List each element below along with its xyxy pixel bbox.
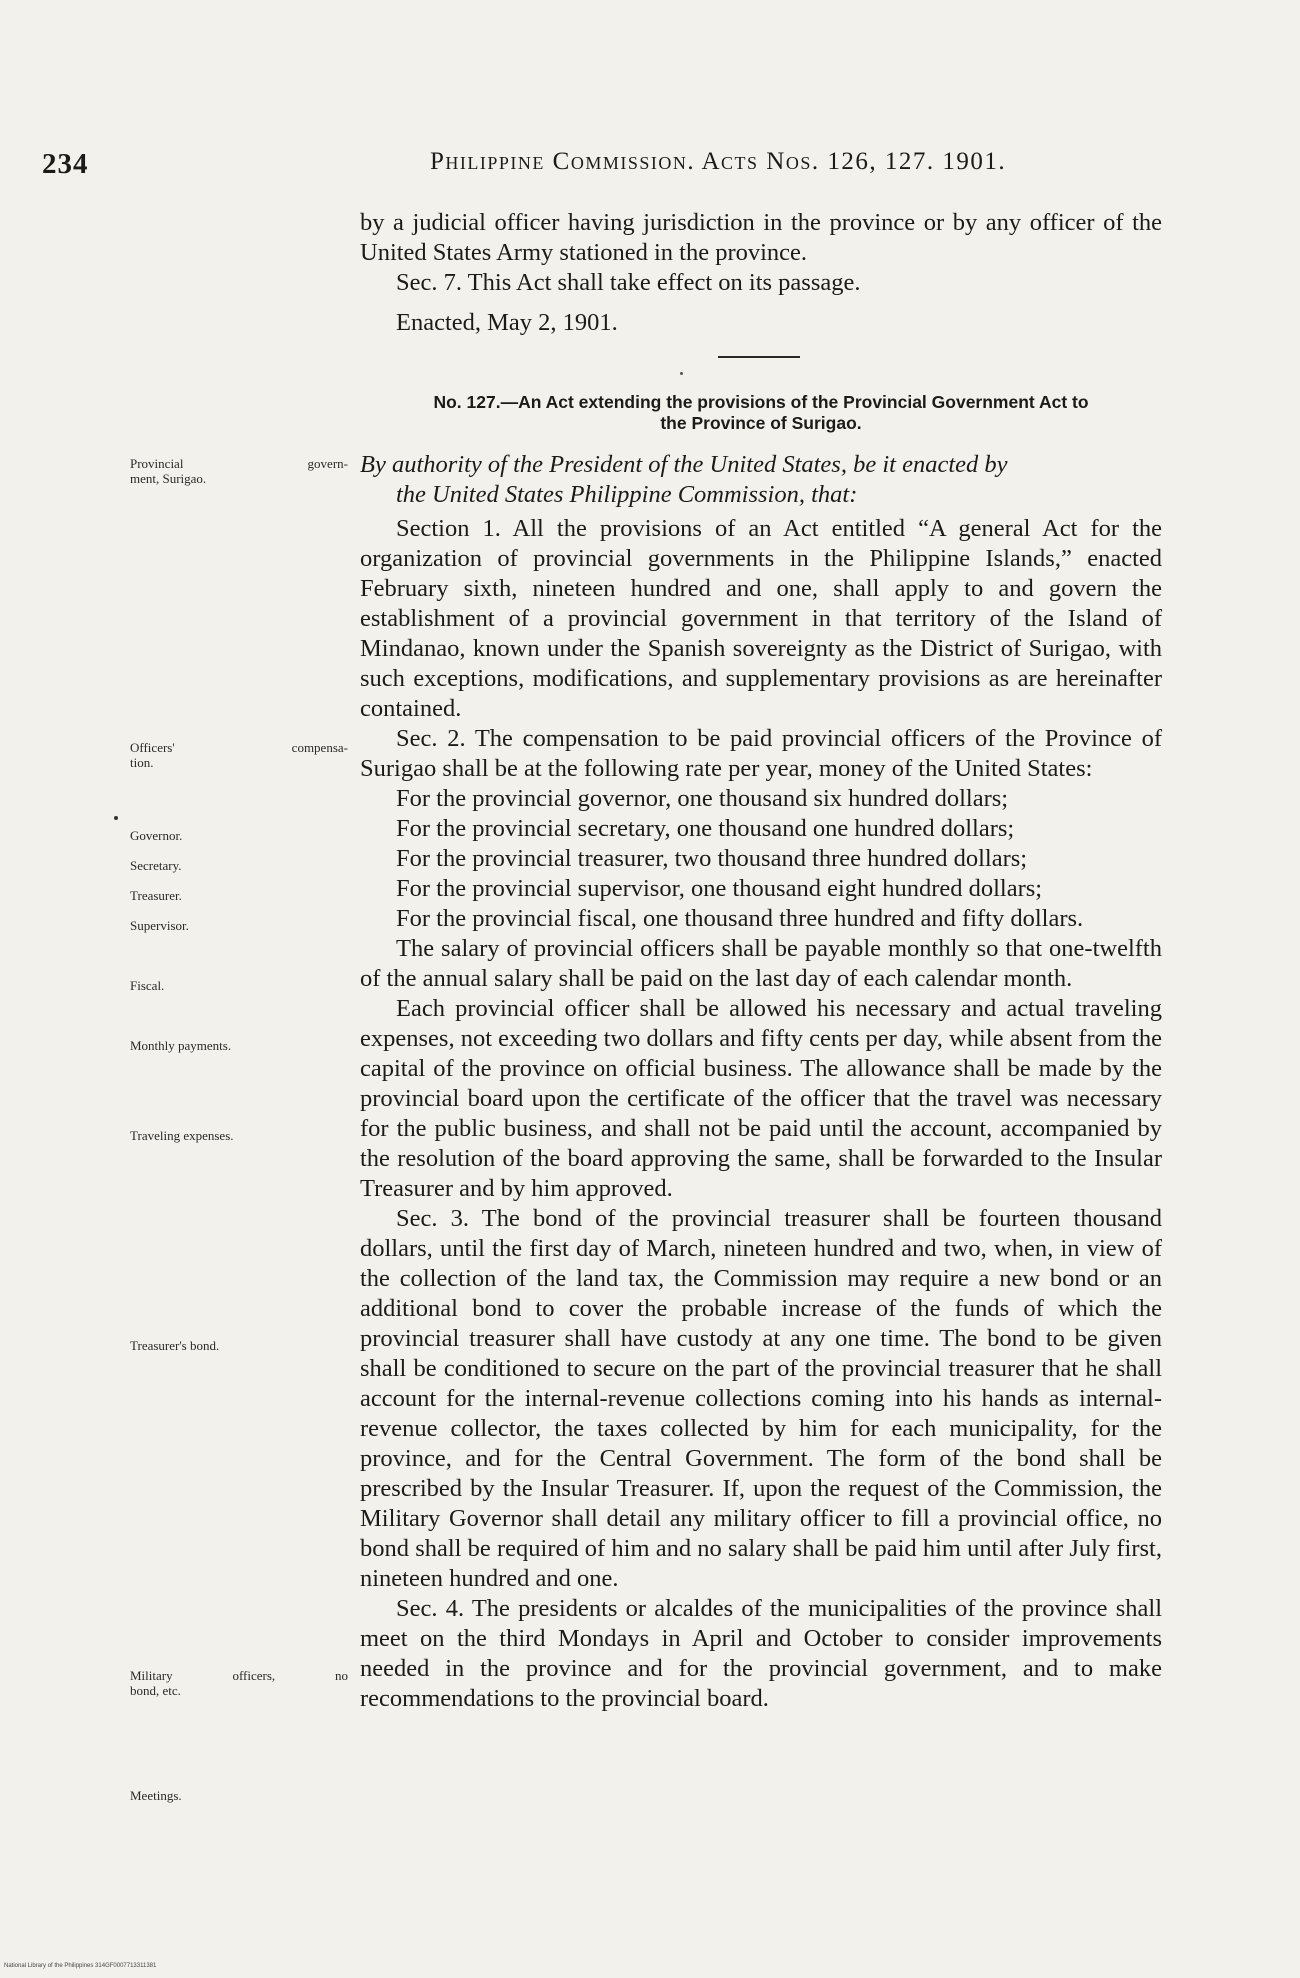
margin-note-provincial-government xyxy=(130,456,348,486)
print-speck xyxy=(680,372,683,375)
previous-act-ending xyxy=(360,208,1162,298)
traveling-expenses-paragraph: Each provincial officer shall be allowed his necessary and actual traveling expenses, not exceeding two dollars and fifty cents per day, while absent from the capital of the province on official business. The allowance shall be made by the provincial board upon the certificate of the officer that the travel was necessary for the public business, and shall not be paid until the account, accompanied by the resolution of the board approving the same, shall be forwarded to the Insular Treasurer and by him approved. xyxy=(360,995,1162,1202)
act-body xyxy=(360,514,1162,1714)
margin-note-line: Officers' compensa- xyxy=(130,740,348,755)
act-title-line-2: the Province of Surigao. xyxy=(660,413,862,433)
margin-note-monthly-payments: Monthly payments. xyxy=(130,1038,232,1053)
section-4: Sec. 4. The presidents or alcaldes of the municipalities of the province shall meet on the third Mondays in April and October to consider improvements needed in the province and for the provincial government, and to make recommendations to the provincial board. xyxy=(360,1595,1162,1712)
section-2: Sec. 2. The compensation to be paid provincial officers of the Province of Surigao shall be at the following rate per year, money of the United States: xyxy=(360,725,1162,782)
margin-note-secretary: Secretary. xyxy=(130,858,182,873)
continuation-paragraph: by a judicial officer having jurisdiction in the province or by any officer of the United States Army stationed in the province. xyxy=(360,209,1162,266)
margin-note-meetings: Meetings. xyxy=(130,1788,182,1803)
margin-note-line: bond, etc. xyxy=(130,1683,181,1698)
margin-note-traveling-expenses: Traveling expenses. xyxy=(130,1128,234,1143)
margin-note-governor: Governor. xyxy=(130,828,183,843)
section-1: Section 1. All the provisions of an Act entitled “A general Act for the organization of provincial governments in the Philippine Islands,” enacted February sixth, nineteen hundred and one, shall apply to and govern the establishment of a provincial government in that territory of the Island of Mindanao, known under the Spanish sovereignty as the District of Surigao, with such exceptions, modifications, and supplementary provisions as are hereinafter contained. xyxy=(360,515,1162,722)
enacting-line-2: the United States Philippine Commission, that: xyxy=(396,481,858,508)
monthly-payments-paragraph: The salary of provincial officers shall be payable monthly so that one-twelfth of the annual salary shall be paid on the last day of each calendar month. xyxy=(360,935,1162,992)
margin-note-treasurers-bond: Treasurer's bond. xyxy=(130,1338,220,1353)
margin-note-supervisor: Supervisor. xyxy=(130,918,189,933)
page-number: 234 xyxy=(42,148,89,180)
margin-note-line: tion. xyxy=(130,755,154,770)
margin-note-line: Military officers, no xyxy=(130,1668,348,1683)
running-header: Philippine Commission. Acts Nos. 126, 127. 1901. xyxy=(430,148,1007,175)
supervisor-salary: For the provincial supervisor, one thousand eight hundred dollars; xyxy=(396,875,1043,902)
secretary-salary: For the provincial secretary, one thousand one hundred dollars; xyxy=(396,815,1015,842)
margin-note-fiscal: Fiscal. xyxy=(130,978,165,993)
act-title-line-1: No. 127.—An Act extending the provisions of the Provincial Government Act to xyxy=(433,392,1089,412)
margin-note-officers-compensation xyxy=(130,740,348,770)
section-3: Sec. 3. The bond of the provincial treasurer shall be fourteen thousand dollars, until the first day of March, nineteen hundred and two, when, in view of the collection of the land tax, the Commission may require a new bond or an additional bond to cover the probable increase of the funds of which the provincial treasurer shall have custody at any one time. The bond to be given shall be conditioned to secure on the part of the provincial treasurer that he shall account for the internal-revenue collections coming into his hands as internal-revenue collector, the taxes collected by him for each municipality, for the province, and for the Central Government. The form of the bond shall be prescribed by the Insular Treasurer. If, upon the request of the Commission, the Military Governor shall detail any military officer to fill a provincial office, no bond shall be required of him and no salary shall be paid him until after July first, nineteen hundred and one. xyxy=(360,1205,1162,1592)
margin-note-line: Provincial govern- xyxy=(130,456,348,471)
margin-note-line: ment, Surigao. xyxy=(130,471,207,486)
governor-salary: For the provincial governor, one thousand six hundred dollars; xyxy=(396,785,1009,812)
enacting-clause xyxy=(360,450,1162,510)
margin-note-treasurer: Treasurer. xyxy=(130,888,182,903)
divider-rule xyxy=(718,356,800,358)
enacting-line-1: By authority of the President of the United States, be it enacted by xyxy=(360,451,1008,478)
scan-footer: National Library of the Philippines 314GF0007713311381 xyxy=(4,1963,157,1969)
fiscal-salary: For the provincial fiscal, one thousand three hundred and fifty dollars. xyxy=(396,905,1084,932)
margin-note-military-officers xyxy=(130,1668,348,1698)
treasurer-salary: For the provincial treasurer, two thousand three hundred dollars; xyxy=(396,845,1028,872)
section-7: Sec. 7. This Act shall take effect on its passage. xyxy=(396,269,861,296)
print-speck xyxy=(114,816,118,820)
act-title xyxy=(360,392,1162,434)
enacted-date: Enacted, May 2, 1901. xyxy=(396,309,618,336)
